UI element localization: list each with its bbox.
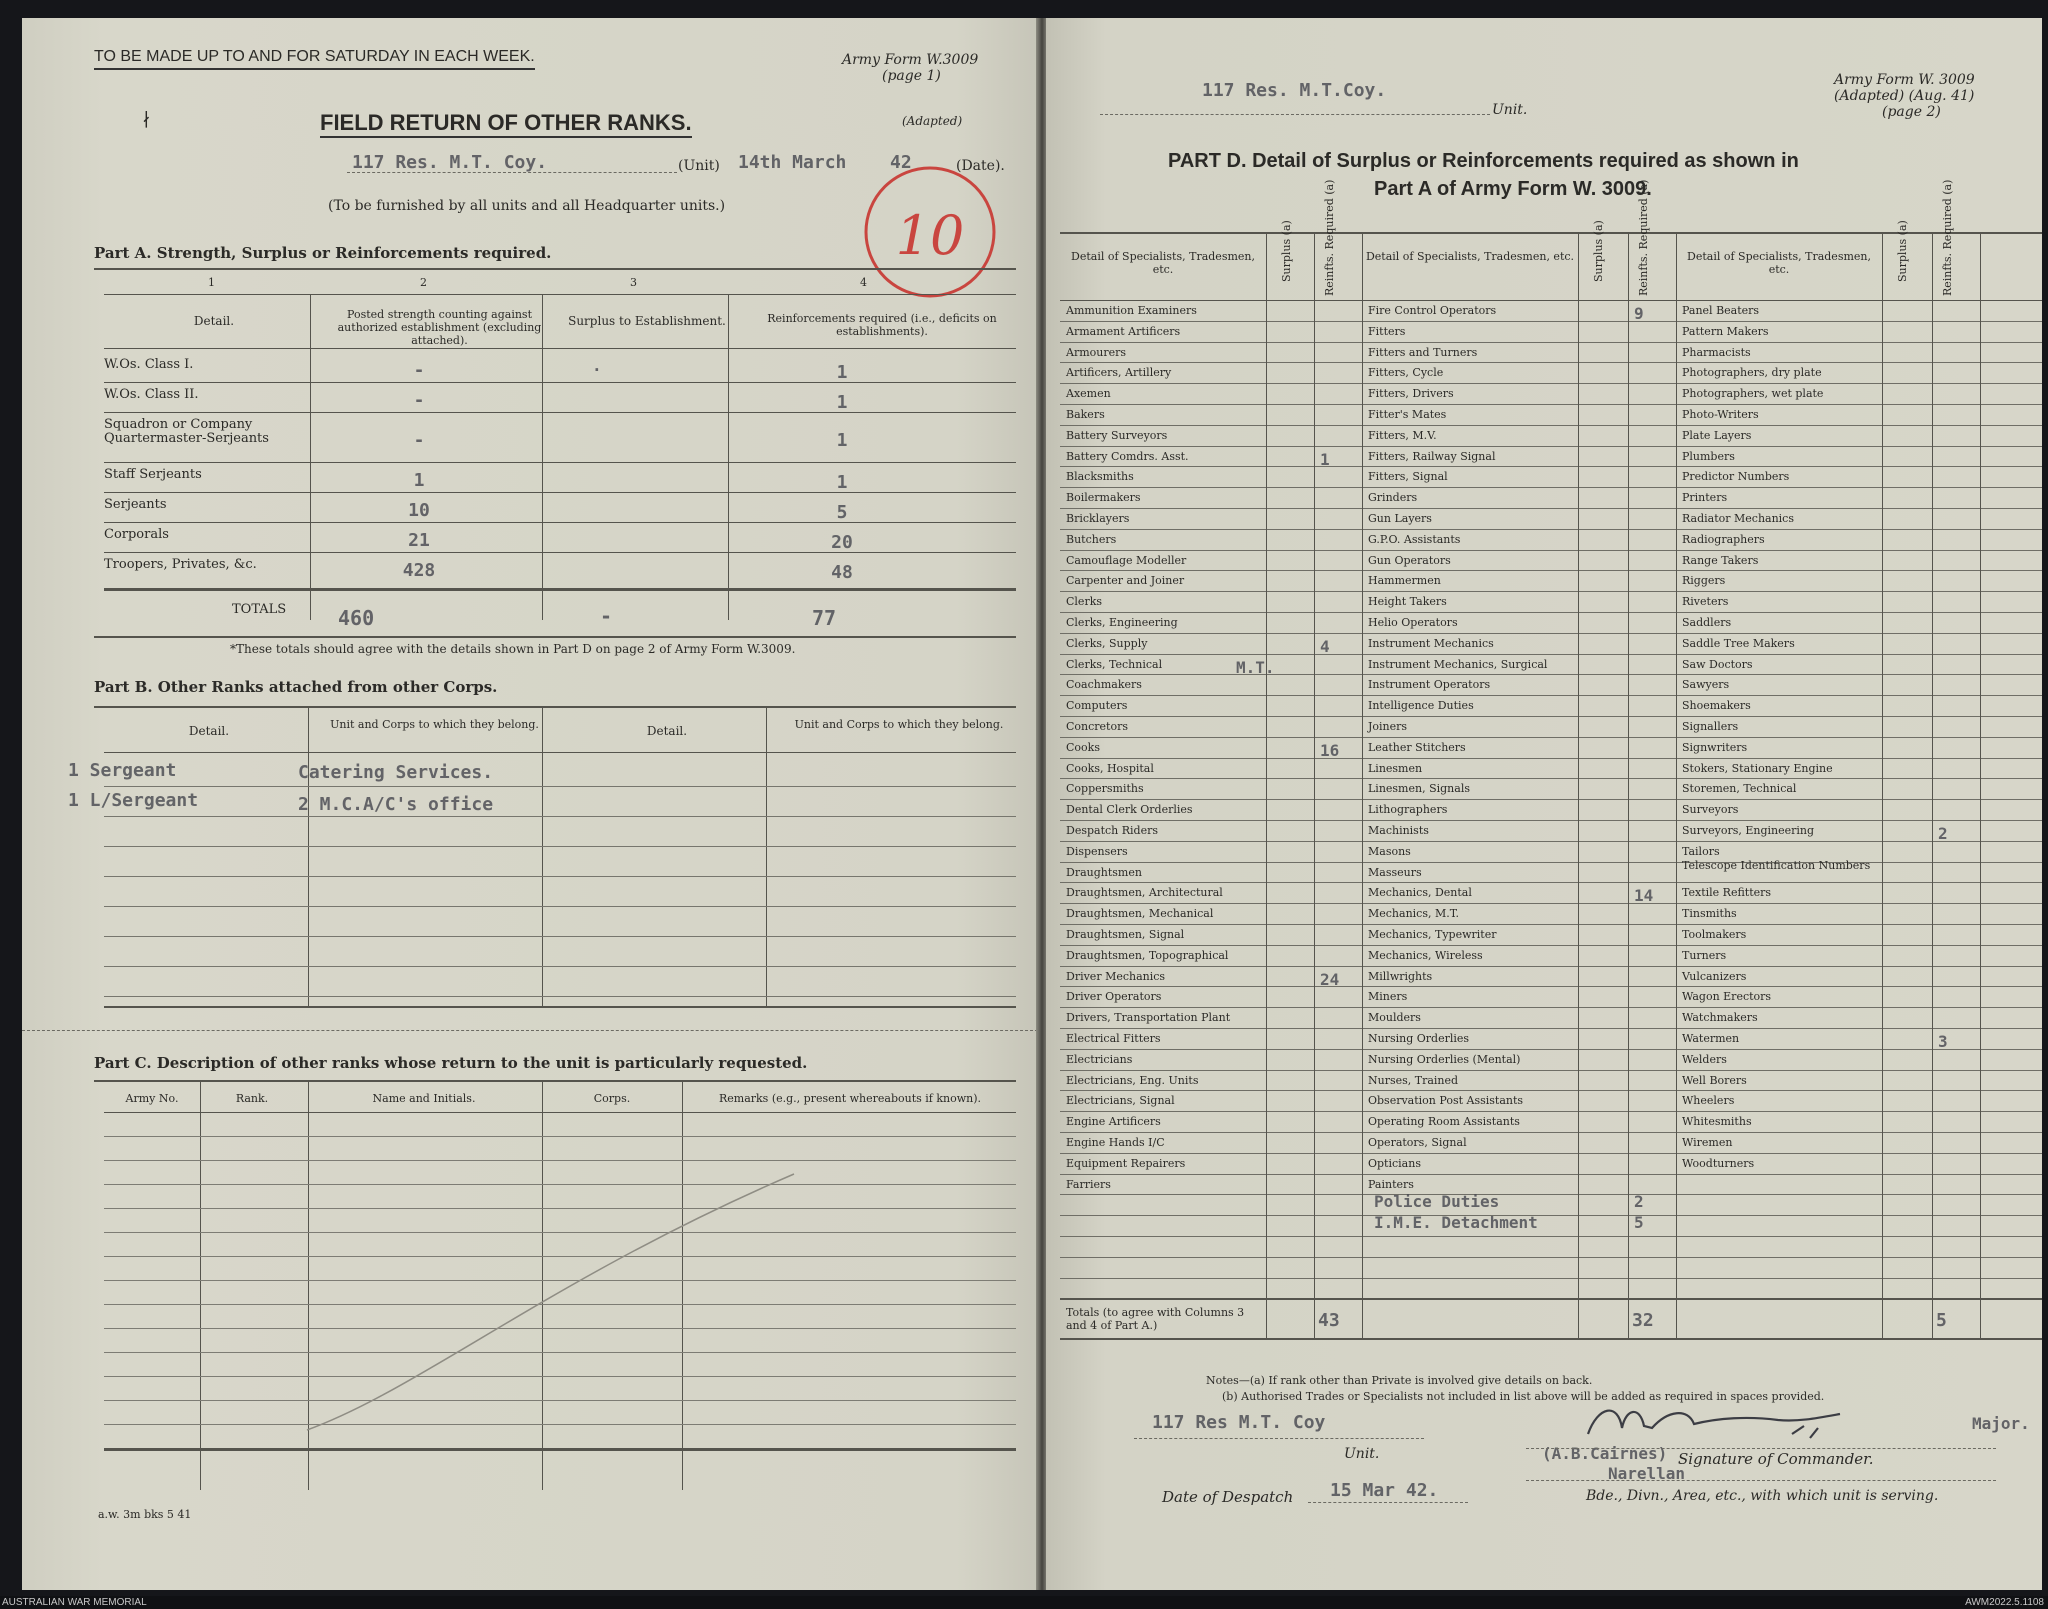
part-a-row-detail: Corporals <box>104 527 169 542</box>
part-d-trade-label: Observation Post Assistants <box>1368 1094 1524 1108</box>
part-d-trade-label: Clerks, Supply <box>1066 636 1148 650</box>
part-a-row-detail: Serjeants <box>104 497 167 512</box>
part-b-header-detail-2: Detail. <box>646 724 688 738</box>
part-a-header-reinforcements: Reinforcements required (i.e., deficits on establishments). <box>767 312 997 338</box>
part-d-trade-label: Millwrights <box>1368 969 1433 983</box>
part-d-trade-label: Storemen, Technical <box>1682 782 1797 796</box>
part-c-header-army-no: Army No. <box>125 1092 179 1105</box>
part-d-trade-label: Lithographers <box>1368 803 1448 817</box>
part-d-trade-label: Concretors <box>1066 720 1128 733</box>
total-posted: 460 <box>338 606 375 630</box>
signature-name: (A.B.Cairnes) <box>1542 1444 1668 1463</box>
part-d-trade-label: Masseurs <box>1368 865 1422 879</box>
part-d-trade-label: Fitters, Cycle <box>1368 366 1444 380</box>
part-d-trade-label: Surveyors, Engineering <box>1682 824 1815 837</box>
part-d-header-reinforcements: Reinfts. Required (a) <box>1637 179 1650 296</box>
note-a: Notes—(a) If rank other than Private is involved give details on back. <box>1206 1374 1593 1387</box>
part-d-typed-entry: 14 <box>1634 886 1654 906</box>
part-d-header-surplus: Surplus (a) <box>1280 220 1293 282</box>
signature-unit-label: Unit. <box>1344 1446 1380 1462</box>
part-d-trade-label: Joiners <box>1368 720 1408 733</box>
part-d-typed-entry: 1 <box>1320 449 1330 469</box>
col-number-4: 4 <box>860 276 867 289</box>
part-a-header-detail: Detail. <box>193 314 235 328</box>
part-c-header-name: Name and Initials. <box>372 1092 476 1105</box>
part-d-trade-label: Leather Stitchers <box>1368 740 1466 754</box>
part-a-header-posted: Posted strength counting against authorized establishment (excluding attached). <box>337 308 542 347</box>
part-d-trade-label: Despatch Riders <box>1066 824 1158 837</box>
footer-institution: AUSTRALIAN WAR MEMORIAL <box>2 1597 147 1608</box>
part-d-trade-label: Butchers <box>1066 532 1117 546</box>
part-d-trade-label: Radiographers <box>1682 532 1765 546</box>
part-a-header-surplus: Surplus to Establishment. <box>568 314 726 328</box>
part-d-total-value: 43 <box>1318 1310 1340 1332</box>
part-d-trade-label: Fitters <box>1368 324 1406 338</box>
part-d-trade-label: Wagon Erectors <box>1682 990 1772 1004</box>
part-d-trade-label: Engine Hands I/C <box>1066 1136 1165 1149</box>
part-d-trade-label: Gun Layers <box>1368 512 1432 525</box>
part-d-trade-label: Height Takers <box>1368 595 1447 609</box>
part-b-header-detail-1: Detail. <box>188 724 230 738</box>
part-a-row-reinforcements: 5 <box>836 502 848 523</box>
part-d-extra-value: 2 <box>1634 1192 1644 1212</box>
part-d-trade-label: Armament Artificers <box>1066 324 1181 338</box>
part-d-trade-label: Tinsmiths <box>1682 907 1737 921</box>
col-number-3: 3 <box>630 276 637 289</box>
signature-rank: Major. <box>1972 1414 2030 1433</box>
part-d-typed-entry: M.T. <box>1236 657 1275 677</box>
part-d-trade-label: Printers <box>1682 491 1728 505</box>
part-d-trade-label: Engine Artificers <box>1066 1115 1161 1129</box>
part-d-trade-label: Sawyers <box>1682 678 1730 692</box>
part-d-trade-label: Operators, Signal <box>1368 1136 1467 1149</box>
unit-label-page-2: Unit. <box>1492 102 1528 118</box>
part-d-trade-label: Welders <box>1682 1052 1727 1066</box>
form-page-2 <box>1046 18 2042 1590</box>
part-a-row-reinforcements: 48 <box>831 562 853 583</box>
part-d-typed-entry: 2 <box>1938 824 1948 843</box>
part-d-trade-label: Clerks <box>1066 595 1103 609</box>
part-d-trade-label: Artificers, Artillery <box>1066 366 1172 380</box>
part-c-header-rank: Rank. <box>235 1092 269 1105</box>
print-code: a.w. 3m bks 5 41 <box>98 1508 192 1521</box>
part-d-trade-label: Computers <box>1066 699 1128 713</box>
part-b-header-unit-2: Unit and Corps to which they belong. <box>794 718 1004 731</box>
part-d-trade-label: Stokers, Stationary Engine <box>1682 761 1833 775</box>
part-a-row-posted: - <box>413 360 425 381</box>
part-a-row-detail: Squadron or Company Quartermaster-Serjeants <box>104 417 269 446</box>
part-d-trade-label: Panel Beaters <box>1682 304 1760 317</box>
part-a-row-posted: - <box>413 390 425 411</box>
part-d-trade-label: Driver Operators <box>1066 990 1162 1004</box>
part-d-trade-label: Carpenter and Joiner <box>1066 574 1185 588</box>
part-d-trade-label: Drivers, Transportation Plant <box>1066 1011 1231 1025</box>
part-d-trade-label: Electricians, Signal <box>1066 1094 1175 1108</box>
part-d-trade-label: Nursing Orderlies (Mental) <box>1368 1052 1521 1066</box>
part-d-trade-label: Coppersmiths <box>1066 782 1144 796</box>
part-d-trade-label: Painters <box>1368 1177 1414 1191</box>
col-number-2: 2 <box>420 276 427 289</box>
part-d-trade-label: Clerks, Technical <box>1066 657 1163 671</box>
note-b: (b) Authorised Trades or Specialists not included in list above will be added as required in spaces provided. <box>1222 1390 1825 1403</box>
part-d-trade-label: Range Takers <box>1682 553 1759 567</box>
part-d-trade-label: Wiremen <box>1682 1136 1733 1149</box>
part-d-trade-label: Battery Surveyors <box>1066 428 1168 442</box>
part-d-trade-label: Bakers <box>1066 408 1105 421</box>
part-d-trade-label: Nursing Orderlies <box>1368 1032 1470 1045</box>
part-d-trade-label: Battery Comdrs. Asst. <box>1066 449 1189 463</box>
part-d-trade-label: Fire Control Operators <box>1368 304 1497 317</box>
part-d-extra-trade: I.M.E. Detachment <box>1374 1213 1538 1233</box>
part-b-detail-2: 1 L/Sergeant <box>68 790 199 811</box>
part-d-trade-label: Mechanics, Dental <box>1368 886 1472 900</box>
part-a-row-posted: - <box>413 430 425 451</box>
totals-label: TOTALS <box>232 602 287 617</box>
part-d-trade-label: Mechanics, Typewriter <box>1368 928 1497 941</box>
part-d-trade-label: Vulcanizers <box>1682 969 1747 983</box>
part-d-totals-label: Totals (to agree with Columns 3 and 4 of Part A.) <box>1066 1306 1245 1333</box>
form-page-1 <box>22 18 1038 1590</box>
part-d-trade-label: Shoemakers <box>1682 699 1751 713</box>
part-d-trade-label: Gun Operators <box>1368 553 1451 567</box>
part-b-unit-1: Catering Services. <box>298 762 494 783</box>
part-d-trade-label: Predictor Numbers <box>1682 470 1790 484</box>
part-d-trade-label: Electricians <box>1066 1052 1133 1066</box>
part-d-trade-label: Equipment Repairers <box>1066 1156 1186 1170</box>
part-d-trade-label: Draughtsmen, Architectural <box>1066 886 1223 900</box>
form-reference: Army Form W.3009 <box>842 52 979 68</box>
part-d-trade-label: Electricians, Eng. Units <box>1066 1073 1199 1087</box>
part-d-total-value: 5 <box>1936 1310 1947 1332</box>
part-d-trade-label: Miners <box>1368 990 1408 1004</box>
part-d-trade-label: Opticians <box>1368 1156 1421 1170</box>
form-title: FIELD RETURN OF OTHER RANKS. <box>320 110 692 138</box>
part-d-trade-label: Coachmakers <box>1066 678 1142 692</box>
part-d-trade-label: Draughtsmen, Mechanical <box>1066 907 1214 921</box>
part-d-trade-label: Pattern Makers <box>1682 324 1769 338</box>
part-d-trade-label: Fitter's Mates <box>1368 408 1447 421</box>
part-d-trade-label: Telescope Identification Numbers <box>1682 858 1871 872</box>
part-d-trade-label: Tailors <box>1682 844 1720 858</box>
part-d-trade-label: Saddlers <box>1682 616 1732 629</box>
part-d-header-detail: Detail of Specialists, Tradesmen, etc. <box>1071 250 1255 276</box>
part-d-typed-entry: 3 <box>1938 1032 1948 1051</box>
part-d-extra-trade: Police Duties <box>1374 1192 1500 1212</box>
despatch-label: Date of Despatch <box>1162 1488 1294 1506</box>
part-d-trade-label: Ammunition Examiners <box>1066 304 1197 317</box>
part-d-trade-label: Pharmacists <box>1682 345 1751 359</box>
signature-label: Signature of Commander. <box>1678 1450 1874 1468</box>
part-d-trade-label: Whitesmiths <box>1682 1115 1752 1129</box>
archive-footer <box>0 1596 2048 1609</box>
part-d-trade-label: Plumbers <box>1682 449 1735 463</box>
form-page-number: (page 1) <box>882 68 941 84</box>
part-b-heading: Part B. Other Ranks attached from other Corps. <box>94 678 498 696</box>
part-d-trade-label: Dental Clerk Orderlies <box>1066 803 1193 817</box>
part-d-trade-label: Grinders <box>1368 491 1418 505</box>
part-a-row-reinforcements: 1 <box>836 430 848 451</box>
total-surplus: - <box>600 604 613 628</box>
part-a-row-posted: 1 <box>413 470 425 491</box>
part-d-header-surplus: Surplus (a) <box>1592 220 1605 282</box>
part-b-detail-1: 1 Sergeant <box>68 760 177 781</box>
part-b-unit-2: 2 M.C.A/C's office <box>298 794 494 815</box>
unit-typed: 117 Res. M.T. Coy. <box>352 152 548 173</box>
part-d-trade-label: Toolmakers <box>1682 928 1747 941</box>
part-d-trade-label: Fitters, Railway Signal <box>1368 449 1496 463</box>
part-d-trade-label: Instrument Mechanics <box>1368 636 1494 650</box>
part-d-trade-label: Signallers <box>1682 720 1739 733</box>
part-d-typed-entry: 24 <box>1320 969 1340 989</box>
part-d-trade-label: Linesmen, Signals <box>1368 782 1470 796</box>
part-d-trade-label: Dispensers <box>1066 844 1128 858</box>
part-d-trade-label: Watchmakers <box>1682 1011 1758 1025</box>
document-spread <box>22 18 2042 1590</box>
part-d-trade-label: Radiator Mechanics <box>1682 512 1794 525</box>
part-d-trade-label: Riggers <box>1682 574 1726 588</box>
part-d-header-reinforcements: Reinfts. Required (a) <box>1323 179 1336 296</box>
part-d-typed-entry: 9 <box>1634 304 1644 323</box>
despatch-date: 15 Mar 42. <box>1330 1480 1439 1501</box>
part-c-header-corps: Corps. <box>593 1092 631 1105</box>
footer-accession-number: AWM2022.5.1108 <box>1965 1597 2044 1608</box>
part-d-trade-label: Saw Doctors <box>1682 657 1753 671</box>
signature-unit-typed: 117 Res M.T. Coy <box>1152 1412 1326 1433</box>
part-d-trade-label: Watermen <box>1682 1032 1740 1045</box>
part-d-trade-label: Signwriters <box>1682 740 1748 754</box>
part-d-trade-label: Helio Operators <box>1368 616 1458 629</box>
pencil-mark: ∤ <box>142 110 151 131</box>
part-a-row-posted: 10 <box>408 500 430 521</box>
part-a-row-detail: W.Os. Class I. <box>104 357 194 372</box>
date-typed: 14th March <box>738 152 847 173</box>
part-d-trade-label: Mechanics, Wireless <box>1368 948 1483 962</box>
part-d-trade-label: Fitters, Drivers <box>1368 387 1454 401</box>
part-d-trade-label: Blacksmiths <box>1066 470 1134 484</box>
part-d-trade-label: Draughtsmen, Signal <box>1066 928 1185 941</box>
form-reference-page-2: Army Form W. 3009 <box>1834 72 1975 88</box>
part-d-trade-label: Photographers, wet plate <box>1682 387 1824 401</box>
part-d-trade-label: Masons <box>1368 844 1411 858</box>
part-d-trade-label: Intelligence Duties <box>1368 699 1474 713</box>
part-d-trade-label: Driver Mechanics <box>1066 969 1166 983</box>
part-d-typed-entry: 16 <box>1320 740 1340 760</box>
part-b-header-unit-1: Unit and Corps to which they belong. <box>330 718 539 731</box>
part-d-trade-label: Turners <box>1682 948 1727 962</box>
form-page-number-2: (page 2) <box>1882 104 1941 120</box>
part-a-row-surplus: · <box>592 360 602 379</box>
part-d-total-value: 32 <box>1632 1310 1654 1332</box>
pencil-diagonal-line <box>302 1168 802 1438</box>
date-label: (Date). <box>956 158 1005 174</box>
part-c-heading: Part C. Description of other ranks whose return to the unit is particularly requested. <box>94 1054 808 1072</box>
part-a-row-reinforcements: 20 <box>831 532 853 553</box>
part-d-trade-label: Fitters, Signal <box>1368 470 1448 484</box>
part-d-header-detail: Detail of Specialists, Tradesmen, etc. <box>1687 250 1871 276</box>
part-d-trade-label: Armourers <box>1066 345 1127 359</box>
part-a-row-detail: Troopers, Privates, &c. <box>104 557 257 572</box>
total-reinforcements: 77 <box>812 606 837 630</box>
part-a-row-posted: 21 <box>408 530 430 551</box>
part-a-row-posted: 428 <box>402 560 436 581</box>
part-d-trade-label: Clerks, Engineering <box>1066 616 1178 629</box>
part-d-trade-label: Electrical Fitters <box>1066 1032 1161 1045</box>
part-a-row-reinforcements: 1 <box>836 362 848 383</box>
part-d-trade-label: Surveyors <box>1682 803 1739 817</box>
part-d-trade-label: Operating Room Assistants <box>1368 1115 1520 1129</box>
part-d-trade-label: Cooks, Hospital <box>1066 761 1154 775</box>
part-d-header-surplus: Surplus (a) <box>1896 220 1909 282</box>
part-d-trade-label: Farriers <box>1066 1177 1111 1191</box>
part-d-header-detail: Detail of Specialists, Tradesmen, etc. <box>1365 250 1575 263</box>
part-d-trade-label: Saddle Tree Makers <box>1682 636 1795 650</box>
part-d-title-line-1: PART D. Detail of Surplus or Reinforcements required as shown in <box>1168 150 1799 172</box>
part-d-trade-label: Photo-Writers <box>1682 408 1759 421</box>
part-d-trade-label: Linesmen <box>1368 761 1423 775</box>
part-d-trade-label: Axemen <box>1066 387 1111 401</box>
part-c-header-remarks: Remarks (e.g., present whereabouts if known). <box>718 1092 982 1105</box>
part-d-extra-value: 5 <box>1634 1213 1644 1233</box>
adapted-note-page-2: (Adapted) (Aug. 41) <box>1834 88 1975 104</box>
part-d-typed-entry: 4 <box>1320 636 1330 656</box>
part-d-trade-label: Cooks <box>1066 740 1100 754</box>
part-d-trade-label: Woodturners <box>1682 1156 1755 1170</box>
part-a-row-reinforcements: 1 <box>836 392 848 413</box>
red-circle-number: 10 <box>895 204 965 267</box>
part-d-trade-label: Fitters, M.V. <box>1368 428 1437 442</box>
part-d-trade-label: Camouflage Modeller <box>1066 553 1187 567</box>
unit-label: (Unit) <box>678 158 720 174</box>
furnish-note: (To be furnished by all units and all Headquarter units.) <box>328 198 726 214</box>
bde-label: Bde., Divn., Area, etc., with which unit is serving. <box>1586 1488 1939 1504</box>
part-d-trade-label: Riveters <box>1682 595 1729 609</box>
part-a-row-reinforcements: 1 <box>836 472 848 493</box>
part-d-trade-label: G.P.O. Assistants <box>1368 532 1461 546</box>
signature-place: Narellan <box>1608 1464 1686 1483</box>
part-a-footnote: *These totals should agree with the details shown in Part D on page 2 of Army Form W.3009. <box>230 642 796 656</box>
part-d-trade-label: Instrument Mechanics, Surgical <box>1368 657 1548 671</box>
part-d-trade-label: Instrument Operators <box>1368 678 1491 692</box>
part-d-trade-label: Well Borers <box>1682 1073 1747 1087</box>
part-d-trade-label: Wheelers <box>1682 1094 1735 1108</box>
part-d-trade-label: Draughtsmen, Topographical <box>1066 948 1229 962</box>
part-d-trade-label: Photographers, dry plate <box>1682 366 1822 380</box>
col-number-1: 1 <box>208 276 215 289</box>
part-a-heading: Part A. Strength, Surplus or Reinforcements required. <box>94 244 552 262</box>
part-d-trade-label: Bricklayers <box>1066 512 1130 525</box>
part-d-title-line-2: Part A of Army Form W. 3009. <box>1374 178 1652 200</box>
adapted-note: (Adapted) <box>902 114 963 128</box>
part-d-trade-label: Textile Refitters <box>1682 886 1772 900</box>
part-d-trade-label: Nurses, Trained <box>1368 1073 1459 1087</box>
part-d-trade-label: Machinists <box>1368 824 1429 837</box>
top-instruction: TO BE MADE UP TO AND FOR SATURDAY IN EACH WEEK. <box>94 48 535 70</box>
part-d-trade-label: Boilermakers <box>1066 491 1141 505</box>
part-a-row-detail: Staff Serjeants <box>104 467 202 482</box>
part-d-trade-label: Mechanics, M.T. <box>1368 907 1459 921</box>
year-typed: 42 <box>890 152 912 173</box>
part-d-trade-label: Plate Layers <box>1682 428 1752 442</box>
part-d-trade-label: Draughtsmen <box>1066 865 1142 879</box>
part-d-header-reinforcements: Reinfts. Required (a) <box>1941 179 1954 296</box>
unit-typed-page-2: 117 Res. M.T.Coy. <box>1202 80 1387 101</box>
part-a-row-detail: W.Os. Class II. <box>104 387 199 402</box>
red-circle-stamp <box>850 158 1010 308</box>
part-d-trade-label: Moulders <box>1368 1011 1421 1025</box>
part-d-trade-label: Fitters and Turners <box>1368 345 1478 359</box>
part-d-trade-label: Hammermen <box>1368 574 1441 588</box>
